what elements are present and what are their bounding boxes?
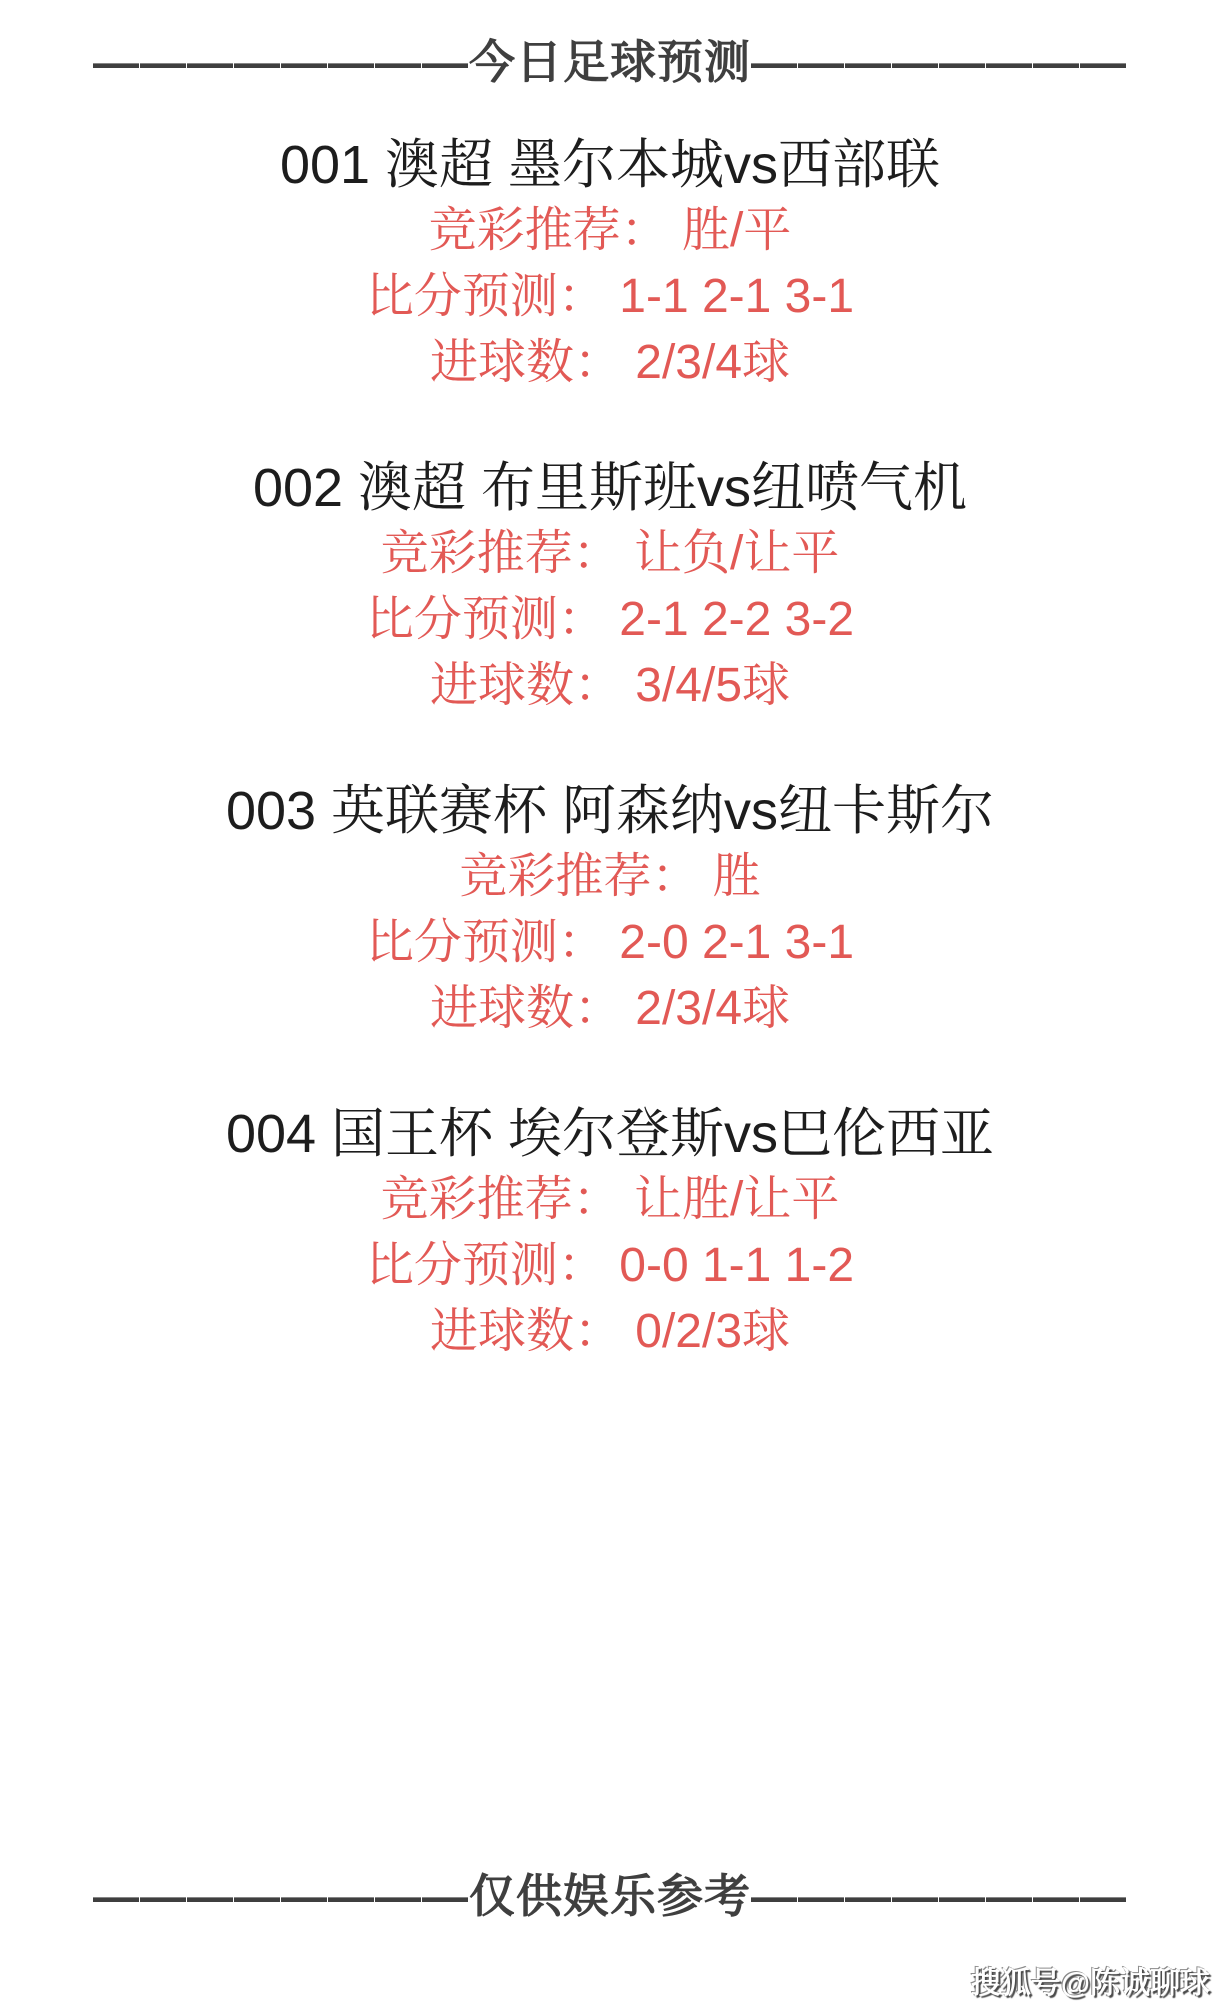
match-list	[0, 132, 1220, 1365]
recommend-line: 竞彩推荐： 胜/平	[428, 204, 792, 257]
score-prediction-line: 比分预测： 2-1 2-2 3-2	[365, 593, 855, 646]
match-card-002	[0, 455, 1220, 719]
match-header: 004 国王杯 埃尔登斯vs巴伦西亚	[225, 1104, 995, 1164]
recommend-line: 竞彩推荐： 让负/让平	[380, 527, 840, 580]
match-card-001	[0, 132, 1220, 396]
recommend-line: 竞彩推荐： 让胜/让平	[380, 1173, 840, 1226]
page-title: ————————今日足球预测————————	[93, 36, 1127, 88]
match-card-003	[0, 778, 1220, 1042]
goals-line: 进球数： 3/4/5球	[429, 659, 791, 712]
goals-line: 进球数： 0/2/3球	[429, 1305, 791, 1358]
page-footer: ————————仅供娱乐参考————————	[93, 1870, 1127, 1922]
goals-line: 进球数： 2/3/4球	[429, 982, 791, 1035]
score-prediction-line: 比分预测： 0-0 1-1 1-2	[365, 1239, 855, 1292]
score-prediction-line: 比分预测： 2-0 2-1 3-1	[365, 916, 855, 969]
match-header: 001 澳超 墨尔本城vs西部联	[279, 135, 941, 195]
match-card-004	[0, 1101, 1220, 1365]
score-prediction-line: 比分预测： 1-1 2-1 3-1	[365, 270, 855, 323]
sohu-watermark: 搜狐号@陈诚聊球	[970, 1967, 1210, 2000]
recommend-line: 竞彩推荐： 胜	[459, 850, 761, 903]
goals-line: 进球数： 2/3/4球	[429, 336, 791, 389]
match-header: 003 英联赛杯 阿森纳vs纽卡斯尔	[225, 781, 995, 841]
match-header: 002 澳超 布里斯班vs纽喷气机	[252, 458, 968, 518]
